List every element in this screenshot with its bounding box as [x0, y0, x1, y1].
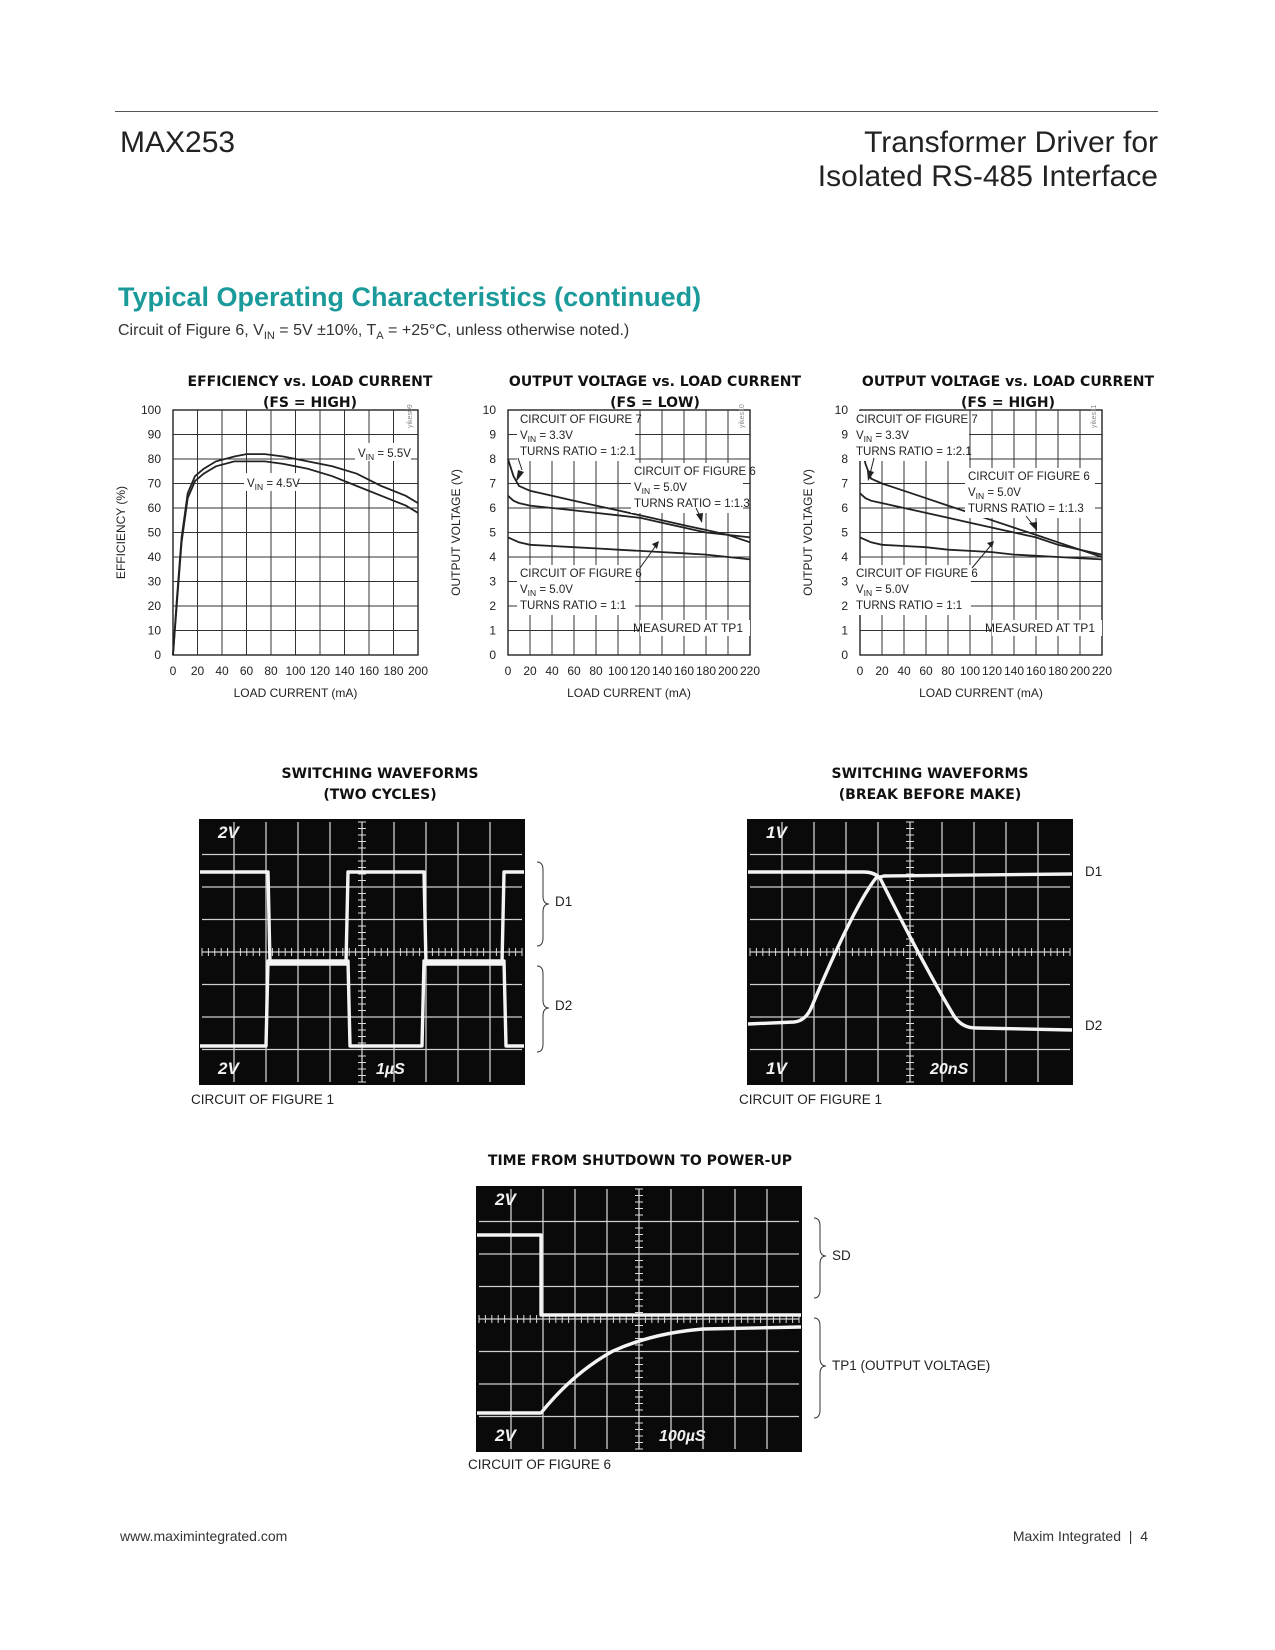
measured-label: MEASURED AT TP1: [632, 621, 743, 635]
annotation-line2: $V_{IN} = 5.0V$: [634, 482, 687, 496]
annotation-line3: TURNS RATIO = 1:1.3: [968, 503, 1084, 515]
document-title: [638, 126, 1158, 194]
ov-low-title-line-1: OUTPUT VOLTAGE vs. LOAD CURRENT: [508, 374, 802, 390]
y-tick-label: 10: [147, 623, 161, 638]
ov-high-chart-title: [843, 372, 1173, 414]
annotation-vin-5-5: $V_{IN} = 5.5V$: [358, 448, 411, 462]
footer-company-page: [1013, 1528, 1148, 1544]
annotation-line3: TURNS RATIO = 1:1: [856, 600, 963, 612]
scope-time-scale: 20nS: [930, 1061, 969, 1078]
header-rule: [115, 111, 1158, 112]
x-tick-label: 120: [629, 664, 651, 678]
y-tick-label: 3: [841, 574, 848, 589]
y-axis-label: OUTPUT VOLTAGE (V): [801, 469, 815, 596]
y-tick-label: 30: [147, 574, 161, 589]
scope-top-scale: 2V: [218, 823, 239, 842]
two-cycles-caption: CIRCUIT OF FIGURE 1: [191, 1092, 335, 1107]
series-line-2: [508, 537, 750, 559]
annotation-line1: CIRCUIT OF FIGURE 6: [520, 568, 642, 580]
part-number: MAX253: [120, 126, 236, 159]
x-tick-label: 80: [589, 664, 603, 678]
annotation-arrow: [972, 544, 992, 568]
y-tick-label: 9: [841, 427, 848, 442]
x-tick-label: 200: [1069, 664, 1091, 678]
y-tick-label: 70: [147, 476, 161, 491]
annotation-arrowhead: [987, 541, 994, 548]
y-tick-label: 0: [489, 648, 496, 662]
y-tick-label: 6: [489, 501, 496, 515]
y-tick-label: 2: [841, 599, 848, 613]
x-tick-label: 100: [959, 664, 981, 678]
y-tick-label: 80: [147, 452, 161, 466]
x-tick-label: 20: [523, 664, 537, 678]
x-tick-label: 220: [739, 664, 761, 678]
annotation-arrowhead: [652, 541, 659, 549]
y-tick-label: 0: [154, 648, 161, 662]
two-cycles-label-d2: D2: [555, 998, 573, 1013]
y-tick-label: 40: [147, 550, 161, 564]
y-tick-label: 6: [841, 501, 848, 515]
d1-bracket: [537, 862, 549, 946]
x-tick-label: 20: [875, 664, 889, 678]
bbm-label-d1: D1: [1085, 864, 1103, 879]
annotation-arrowhead: [1029, 522, 1037, 531]
x-axis-label: LOAD CURRENT (mA): [233, 686, 358, 700]
y-tick-label: 2: [489, 599, 496, 613]
annotation-arrowhead: [696, 513, 703, 523]
scope-top-scale: 1V: [766, 823, 787, 842]
measured-label: MEASURED AT TP1: [984, 621, 1095, 635]
cond-part-1: Circuit of Figure 6, V: [118, 322, 264, 339]
annotation-line2: $V_{IN} = 3.3V$: [520, 430, 573, 444]
y-tick-label: 1: [841, 623, 848, 638]
scope-bottom-scale: 2V: [495, 1426, 516, 1445]
x-tick-label: 60: [239, 664, 254, 678]
x-tick-label: 100: [285, 664, 306, 678]
y-tick-label: 10: [482, 403, 496, 417]
bbm-title-line-2: (BREAK BEFORE MAKE): [838, 787, 1022, 803]
y-tick-label: 10: [834, 403, 848, 417]
x-tick-label: 20: [190, 664, 205, 678]
x-tick-label: 60: [567, 664, 581, 678]
efficiency-chart-title: [150, 372, 470, 414]
two-cycles-scope: [196, 816, 528, 1088]
annotation-vin-4-5: $V_{IN} = 4.5V$: [247, 478, 300, 492]
annotation-line3: TURNS RATIO = 1:2.1: [520, 446, 636, 458]
x-tick-label: 100: [607, 664, 629, 678]
footer-separator: |: [1128, 1528, 1133, 1544]
chart-code: yikes10: [739, 404, 746, 428]
y-axis-label: EFFICIENCY (%): [114, 485, 128, 580]
x-tick-label: 200: [407, 664, 429, 678]
x-tick-label: 60: [919, 664, 933, 678]
y-tick-label: 20: [147, 599, 161, 613]
cond-part-3: = +25°C, unless otherwise noted.): [383, 322, 630, 339]
shutdown-scope: [473, 1183, 805, 1455]
efficiency-title-line-1: EFFICIENCY vs. LOAD CURRENT: [187, 374, 433, 390]
sd-bracket: [814, 1218, 826, 1298]
x-axis-label: LOAD CURRENT (mA): [567, 686, 691, 700]
footer-company: Maxim Integrated: [1012, 1528, 1121, 1544]
x-tick-label: 80: [264, 664, 278, 678]
y-tick-label: 3: [489, 574, 496, 589]
two-cycles-brackets: [535, 858, 575, 1058]
two-cycles-title-line-1: SWITCHING WAVEFORMS: [281, 766, 479, 782]
x-tick-label: 180: [383, 664, 404, 678]
scope-time-scale: 1µS: [376, 1061, 405, 1078]
x-tick-label: 160: [358, 664, 380, 678]
annotation-line3: TURNS RATIO = 1:1: [520, 600, 627, 612]
ov-low-title-line-2: (FS = LOW): [610, 395, 700, 411]
annotation-line2: $V_{IN} = 5.0V$: [520, 584, 573, 598]
annotation-line1: CIRCUIT OF FIGURE 7: [520, 414, 642, 426]
y-tick-label: 5: [841, 525, 848, 540]
y-axis-label: OUTPUT VOLTAGE (V): [449, 469, 463, 596]
y-tick-label: 9: [489, 427, 496, 442]
scope-time-scale: 100µS: [659, 1428, 706, 1445]
shutdown-caption: CIRCUIT OF FIGURE 6: [468, 1457, 612, 1472]
x-tick-label: 80: [941, 664, 955, 678]
shutdown-title-line-1: TIME FROM SHUTDOWN TO POWER-UP: [487, 1153, 793, 1169]
d2-bracket: [537, 966, 549, 1052]
two-cycles-title: [230, 764, 530, 806]
x-axis-label: LOAD CURRENT (mA): [919, 686, 1043, 700]
footer-url[interactable]: www.maximintegrated.com: [120, 1528, 288, 1544]
scope-bottom-scale: 2V: [218, 1059, 239, 1078]
cond-sub-1: IN: [263, 330, 275, 343]
two-cycles-title-line-2: (TWO CYCLES): [323, 787, 437, 803]
shutdown-title: [440, 1151, 840, 1172]
tp1-bracket: [814, 1318, 826, 1418]
shutdown-brackets: [812, 1214, 852, 1434]
annotation-line1: CIRCUIT OF FIGURE 7: [856, 414, 978, 426]
x-tick-label: 0: [504, 664, 512, 678]
x-tick-label: 40: [897, 664, 911, 678]
annotation-line1: CIRCUIT OF FIGURE 6: [856, 568, 978, 580]
y-tick-label: 7: [841, 476, 848, 491]
ov-high-title-line-2: (FS = HIGH): [960, 395, 1056, 411]
y-tick-label: 8: [841, 452, 848, 466]
x-tick-label: 120: [309, 664, 331, 678]
x-tick-label: 40: [215, 664, 229, 678]
cond-sub-2: A: [376, 330, 384, 343]
annotation-line2: $V_{IN} = 5.0V$: [968, 487, 1021, 501]
annotation-line3: TURNS RATIO = 1:1.3: [634, 498, 750, 510]
bbm-scope: [744, 816, 1076, 1088]
y-tick-label: 60: [147, 501, 161, 515]
annotation-line1: CIRCUIT OF FIGURE 6: [968, 471, 1090, 483]
annotation-arrowhead: [516, 470, 524, 482]
ov-high-title-line-1: OUTPUT VOLTAGE vs. LOAD CURRENT: [861, 374, 1155, 390]
title-line-1: Transformer Driver for: [864, 126, 1158, 159]
chart-code: yikes09: [407, 404, 414, 428]
x-tick-label: 180: [695, 664, 717, 678]
y-tick-label: 100: [140, 403, 161, 417]
x-tick-label: 140: [334, 664, 355, 678]
y-tick-label: 8: [489, 452, 496, 466]
x-tick-label: 40: [545, 664, 559, 678]
y-tick-label: 5: [489, 525, 496, 540]
y-tick-label: 1: [489, 623, 496, 638]
y-tick-label: 50: [147, 525, 161, 540]
y-tick-label: 4: [841, 550, 848, 564]
x-tick-label: 140: [1003, 664, 1025, 678]
shutdown-label-tp1: TP1 (OUTPUT VOLTAGE): [832, 1358, 991, 1373]
test-conditions: [118, 322, 629, 342]
title-line-2: Isolated RS-485 Interface: [817, 160, 1158, 193]
scope-top-scale: 2V: [495, 1190, 516, 1209]
x-tick-label: 160: [673, 664, 695, 678]
chart-code: yikes11: [1091, 404, 1098, 428]
x-tick-label: 200: [717, 664, 739, 678]
shutdown-label-sd: SD: [832, 1248, 851, 1263]
footer-page-number: 4: [1140, 1528, 1148, 1544]
y-tick-label: 0: [841, 648, 848, 662]
two-cycles-label-d1: D1: [555, 894, 573, 909]
cond-part-2: = 5V ±10%, T: [274, 322, 377, 339]
x-tick-label: 220: [1091, 664, 1113, 678]
bbm-title: [780, 764, 1080, 806]
y-tick-label: 90: [147, 427, 161, 442]
section-title: Typical Operating Characteristics (continued): [118, 282, 702, 312]
bbm-title-line-1: SWITCHING WAVEFORMS: [831, 766, 1029, 782]
annotation-line1: CIRCUIT OF FIGURE 6: [634, 466, 756, 478]
efficiency-title-line-2: (FS = HIGH): [262, 395, 358, 411]
y-tick-label: 7: [489, 476, 496, 491]
x-tick-label: 160: [1025, 664, 1047, 678]
annotation-arrow: [640, 544, 657, 568]
bbm-label-d2: D2: [1085, 1018, 1103, 1033]
annotation-line2: $V_{IN} = 5.0V$: [856, 584, 909, 598]
y-tick-label: 4: [489, 550, 496, 564]
x-tick-label: 140: [651, 664, 673, 678]
ov-low-chart-title: [490, 372, 820, 414]
bbm-caption: CIRCUIT OF FIGURE 1: [739, 1092, 883, 1107]
annotation-line2: $V_{IN} = 3.3V$: [856, 430, 909, 444]
x-tick-label: 120: [981, 664, 1003, 678]
x-tick-label: 0: [856, 664, 864, 678]
x-tick-label: 0: [169, 664, 177, 678]
x-tick-label: 180: [1047, 664, 1069, 678]
series-line-2: [860, 537, 1102, 559]
annotation-line3: TURNS RATIO = 1:2.1: [856, 446, 972, 458]
scope-bottom-scale: 1V: [766, 1059, 787, 1078]
